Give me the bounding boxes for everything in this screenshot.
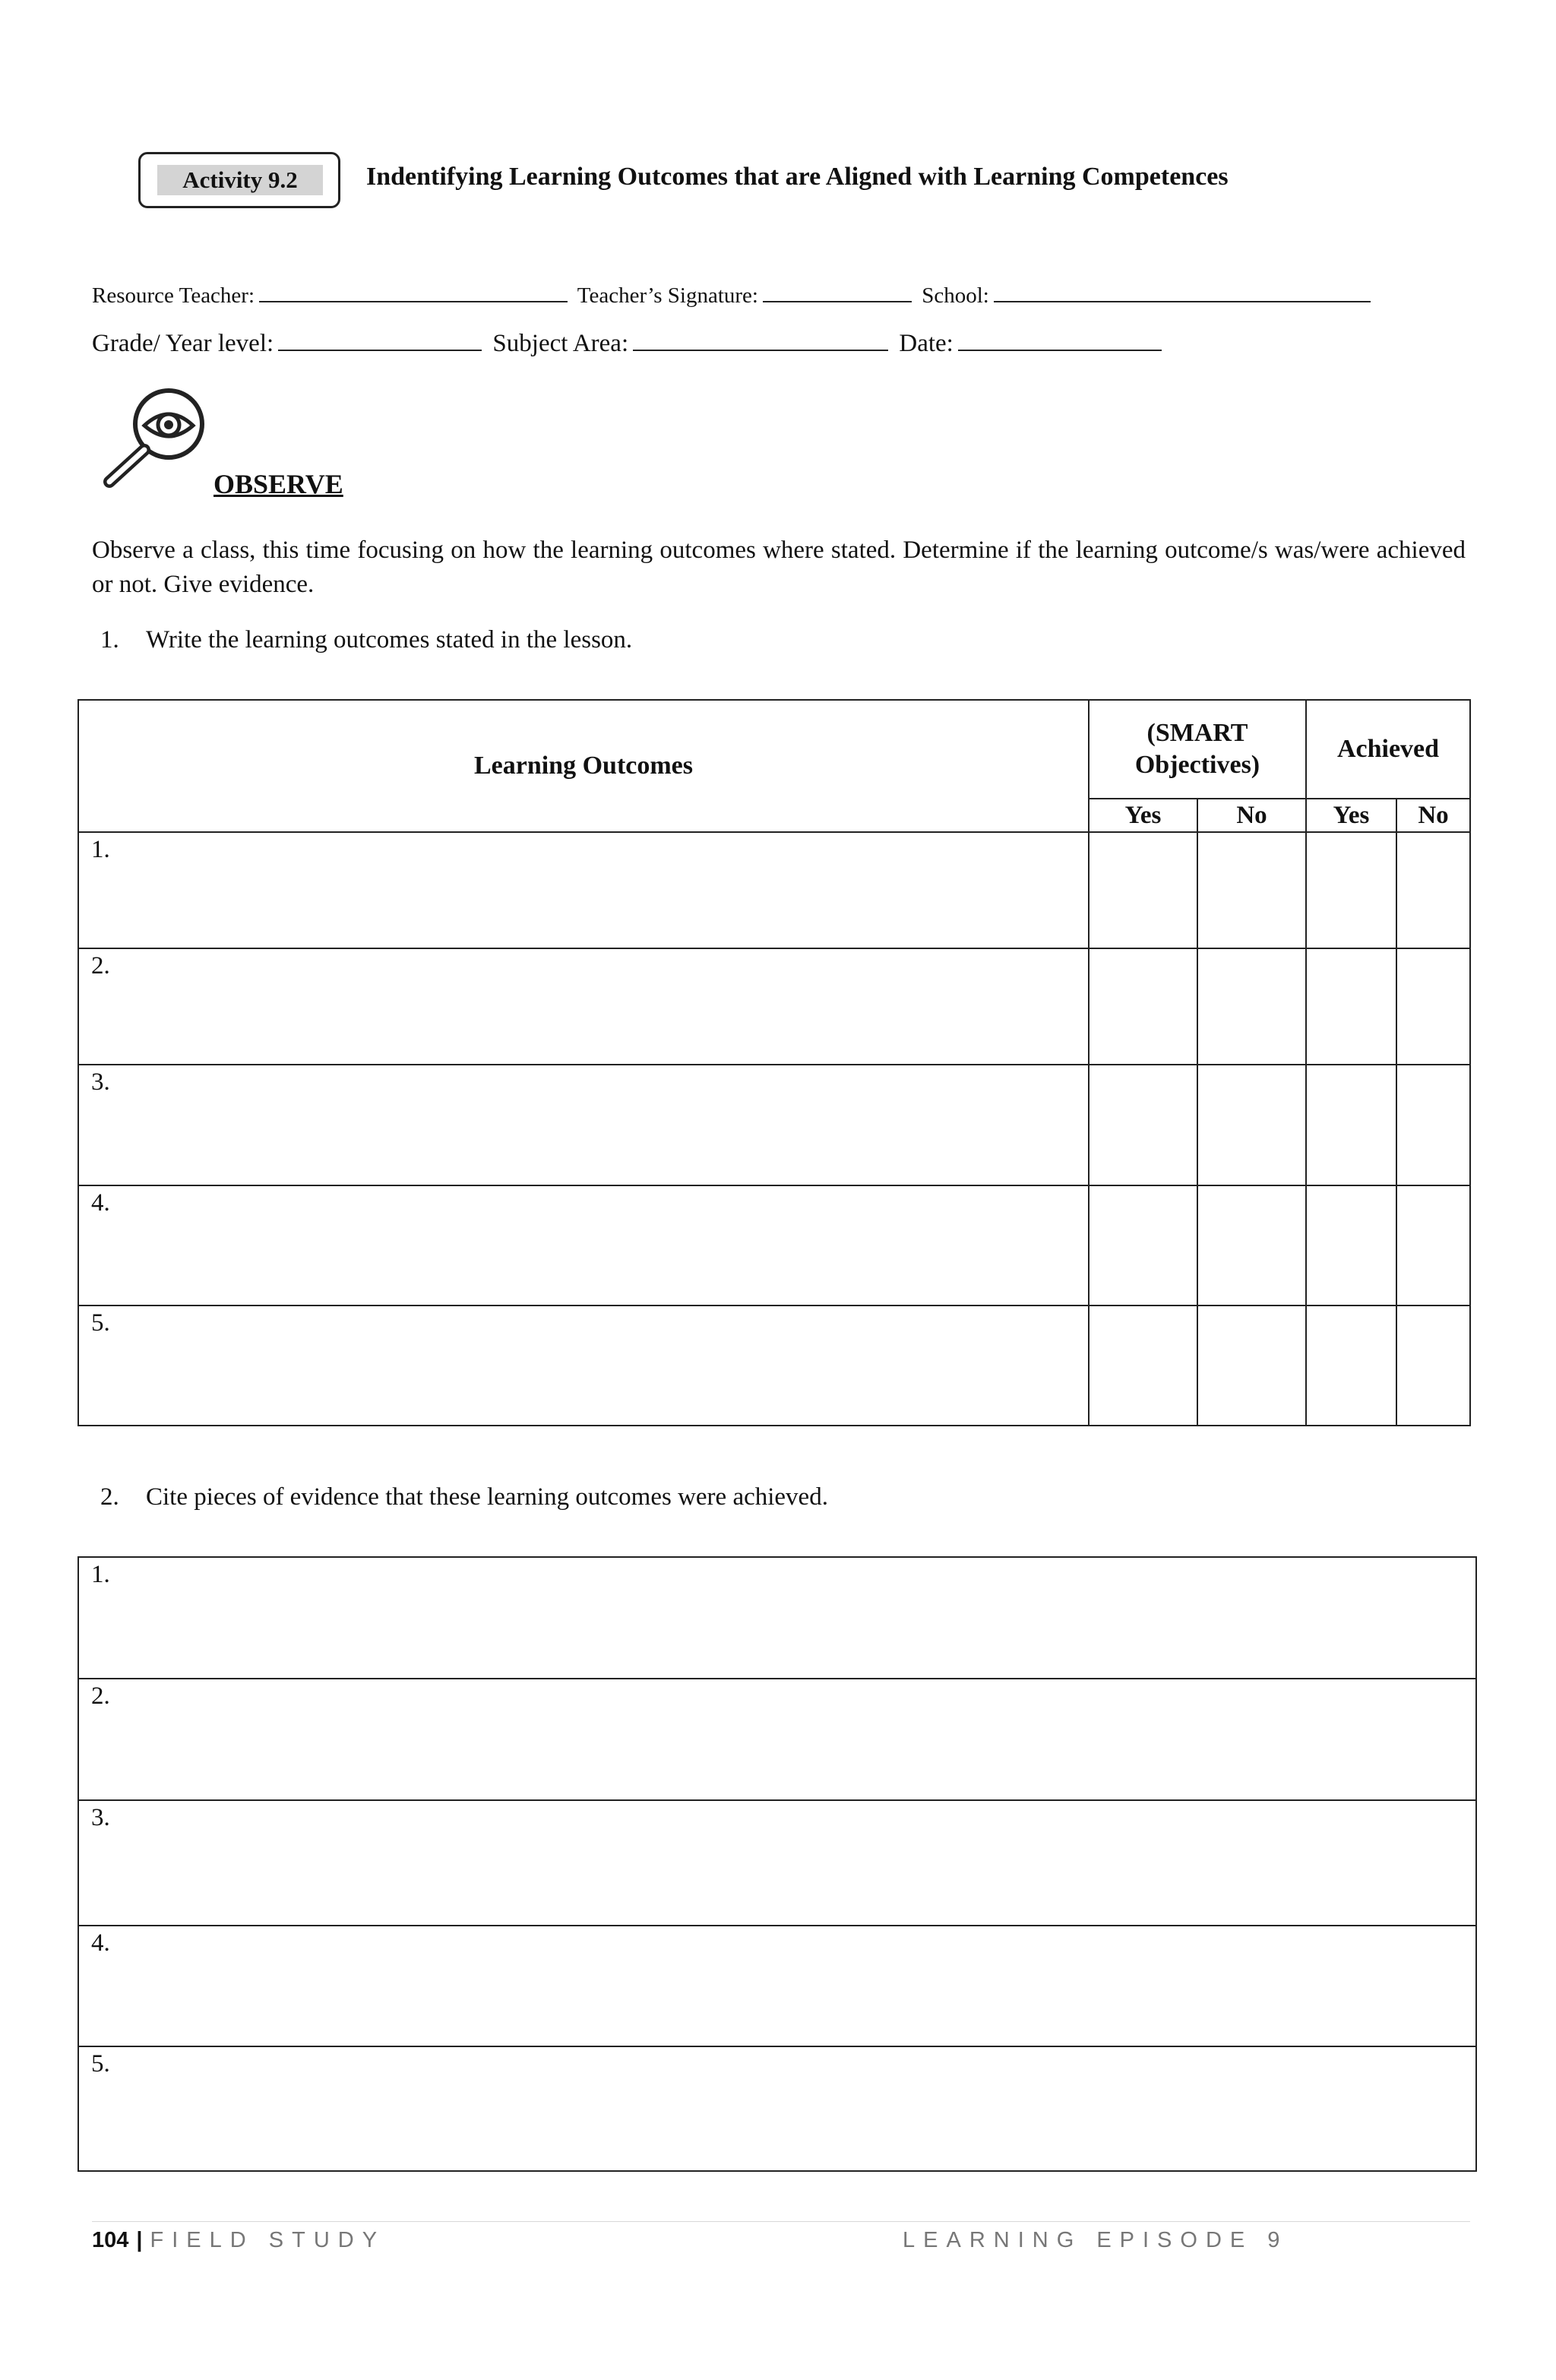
header-achieved-yes: Yes (1306, 799, 1396, 832)
grade-year-label: Grade/ Year level: (92, 330, 274, 357)
footer-episode: LEARNING EPISODE 9 (903, 2228, 1289, 2252)
header-smart-objectives: (SMART Objectives) (1089, 700, 1306, 799)
question-1-text: Write the learning outcomes stated in the lesson. (146, 626, 633, 654)
teacher-signature-label: Teacher’s Signature: (577, 283, 758, 308)
footer-left (92, 2228, 385, 2253)
achieved-yes-cell[interactable] (1306, 948, 1396, 1065)
teacher-signature-field[interactable] (763, 281, 912, 302)
smart-yes-cell[interactable] (1089, 948, 1197, 1065)
smart-yes-cell[interactable] (1089, 1306, 1197, 1426)
achieved-yes-cell[interactable] (1306, 1306, 1396, 1426)
table-row (78, 1065, 1470, 1185)
evidence-cell[interactable]: 3. (78, 1800, 1476, 1926)
table-row (78, 1306, 1470, 1426)
outcome-cell[interactable]: 3. (78, 1065, 1089, 1185)
header-smart-no: No (1197, 799, 1306, 832)
subject-area-label: Subject Area: (492, 330, 629, 357)
outcome-cell[interactable]: 2. (78, 948, 1089, 1065)
school-label: School: (922, 283, 989, 308)
achieved-yes-cell[interactable] (1306, 1185, 1396, 1306)
outcome-cell[interactable]: 1. (78, 832, 1089, 948)
table-row (78, 1557, 1476, 1679)
activity-title: Indentifying Learning Outcomes that are Aligned with Learning Competences (366, 163, 1229, 191)
smart-no-cell[interactable] (1197, 1065, 1306, 1185)
question-2 (100, 1483, 828, 1511)
footer-divider (92, 2221, 1470, 2222)
intro-paragraph: Observe a class, this time focusing on how the learning outcomes where stated. Determine if the learning outcome/s was/were achieved or not. Give evidence. (92, 536, 1466, 598)
evidence-table (77, 1556, 1477, 2172)
evidence-cell[interactable]: 5. (78, 2046, 1476, 2171)
table-row (78, 832, 1470, 948)
header-smart-yes: Yes (1089, 799, 1197, 832)
footer-course: FIELD STUDY (150, 2228, 386, 2252)
achieved-no-cell[interactable] (1396, 1065, 1470, 1185)
info-line-2 (92, 330, 1166, 358)
outcome-cell[interactable]: 5. (78, 1306, 1089, 1426)
date-field[interactable] (958, 330, 1162, 351)
outcome-cell[interactable]: 4. (78, 1185, 1089, 1306)
smart-yes-cell[interactable] (1089, 832, 1197, 948)
magnifier-eye-icon (94, 385, 210, 491)
achieved-no-cell[interactable] (1396, 948, 1470, 1065)
subject-area-field[interactable] (633, 330, 888, 351)
achieved-no-cell[interactable] (1396, 1306, 1470, 1426)
resource-teacher-field[interactable] (259, 281, 568, 302)
school-field[interactable] (994, 281, 1371, 302)
smart-no-cell[interactable] (1197, 1306, 1306, 1426)
activity-badge (138, 152, 340, 208)
smart-no-cell[interactable] (1197, 948, 1306, 1065)
learning-outcomes-table (77, 699, 1471, 1426)
footer-separator: | (136, 2228, 143, 2252)
table-row (78, 948, 1470, 1065)
smart-no-cell[interactable] (1197, 1185, 1306, 1306)
resource-teacher-label: Resource Teacher: (92, 283, 255, 308)
table-row (78, 2046, 1476, 2171)
grade-year-field[interactable] (278, 330, 482, 351)
achieved-no-cell[interactable] (1396, 1185, 1470, 1306)
evidence-cell[interactable]: 4. (78, 1926, 1476, 2046)
date-label: Date: (899, 330, 954, 357)
table-row (78, 1185, 1470, 1306)
page-number: 104 (92, 2228, 129, 2252)
table-row (78, 1679, 1476, 1800)
header-learning-outcomes: Learning Outcomes (78, 700, 1089, 832)
smart-yes-cell[interactable] (1089, 1065, 1197, 1185)
question-2-text: Cite pieces of evidence that these learning outcomes were achieved. (146, 1483, 828, 1511)
smart-no-cell[interactable] (1197, 832, 1306, 948)
smart-yes-cell[interactable] (1089, 1185, 1197, 1306)
question-2-number: 2. (100, 1483, 119, 1511)
achieved-yes-cell[interactable] (1306, 832, 1396, 948)
table-row (78, 1800, 1476, 1926)
achieved-yes-cell[interactable] (1306, 1065, 1396, 1185)
observe-heading: OBSERVE (213, 469, 343, 499)
activity-label: Activity 9.2 (157, 165, 323, 195)
table-row (78, 1926, 1476, 2046)
info-line-1 (92, 281, 1375, 309)
question-1-number: 1. (100, 626, 119, 654)
evidence-cell[interactable]: 1. (78, 1557, 1476, 1679)
header-achieved-no: No (1396, 799, 1470, 832)
achieved-no-cell[interactable] (1396, 832, 1470, 948)
evidence-cell[interactable]: 2. (78, 1679, 1476, 1800)
header-achieved: Achieved (1306, 700, 1470, 799)
question-1 (100, 626, 632, 654)
